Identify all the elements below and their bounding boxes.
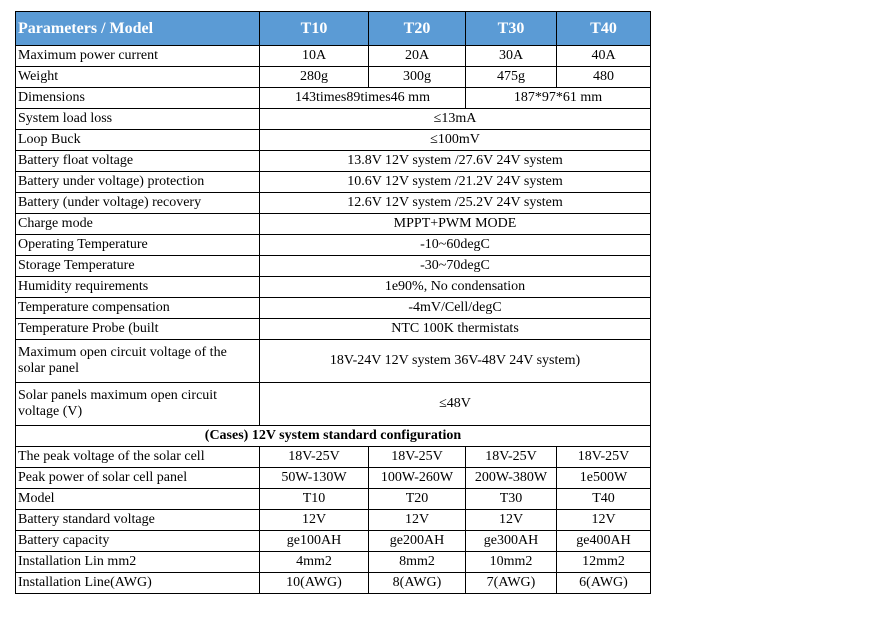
- cell-value: 280g: [260, 67, 369, 88]
- cell-value: 40A: [557, 46, 651, 67]
- cell-value: 300g: [369, 67, 466, 88]
- cell-value: 10(AWG): [260, 573, 369, 594]
- cell-value: 10mm2: [466, 552, 557, 573]
- cell-value: 30A: [466, 46, 557, 67]
- cell-value: 20A: [369, 46, 466, 67]
- header-model-t10: T10: [260, 12, 369, 46]
- header-param: Parameters / Model: [16, 12, 260, 46]
- cell-value: 100W-260W: [369, 468, 466, 489]
- cell-value: -4mV/Cell/degC: [260, 298, 651, 319]
- table-row: [16, 383, 651, 426]
- cell-value: 6(AWG): [557, 573, 651, 594]
- table-row: [16, 67, 651, 88]
- cell-value: 18V-25V: [557, 447, 651, 468]
- row-label: Storage Temperature: [16, 256, 260, 277]
- cell-value: 50W-130W: [260, 468, 369, 489]
- row-label: Temperature compensation: [16, 298, 260, 319]
- row-label: Battery under voltage) protection: [16, 172, 260, 193]
- section-title: (Cases) 12V system standard configuration: [16, 426, 651, 447]
- cell-value: 18V-25V: [466, 447, 557, 468]
- row-label: Charge mode: [16, 214, 260, 235]
- table-row: [16, 88, 651, 109]
- header-row: [16, 12, 651, 46]
- cell-value: ≤48V: [260, 383, 651, 426]
- table-row: [16, 531, 651, 552]
- header-model-t40: T40: [557, 12, 651, 46]
- cell-value: T30: [466, 489, 557, 510]
- table-row: [16, 552, 651, 573]
- table-row: [16, 256, 651, 277]
- cell-value: 12V: [369, 510, 466, 531]
- table-row: [16, 172, 651, 193]
- cell-value: 200W-380W: [466, 468, 557, 489]
- table-row: [16, 193, 651, 214]
- table-row: [16, 277, 651, 298]
- cell-value: 18V-25V: [369, 447, 466, 468]
- row-label: Dimensions: [16, 88, 260, 109]
- table-row: [16, 510, 651, 531]
- row-label: Peak power of solar cell panel: [16, 468, 260, 489]
- row-label: Operating Temperature: [16, 235, 260, 256]
- cell-value: 18V-24V 12V system 36V-48V 24V system): [260, 340, 651, 383]
- header-model-t20: T20: [369, 12, 466, 46]
- row-label: Installation Lin mm2: [16, 552, 260, 573]
- row-label: Loop Buck: [16, 130, 260, 151]
- header-model-t30: T30: [466, 12, 557, 46]
- cell-value: 10A: [260, 46, 369, 67]
- cell-value: 12mm2: [557, 552, 651, 573]
- table-row: [16, 151, 651, 172]
- cell-value: 12V: [260, 510, 369, 531]
- cell-value: MPPT+PWM MODE: [260, 214, 651, 235]
- cell-value: ge400AH: [557, 531, 651, 552]
- row-label: Maximum power current: [16, 46, 260, 67]
- table-row: [16, 235, 651, 256]
- row-label: Installation Line(AWG): [16, 573, 260, 594]
- cell-value: 13.8V 12V system /27.6V 24V system: [260, 151, 651, 172]
- row-label: Battery float voltage: [16, 151, 260, 172]
- cell-value: ge100AH: [260, 531, 369, 552]
- row-label: Temperature Probe (built: [16, 319, 260, 340]
- cell-value: T40: [557, 489, 651, 510]
- row-label: Battery (under voltage) recovery: [16, 193, 260, 214]
- cell-value: 18V-25V: [260, 447, 369, 468]
- cell-value: 12V: [466, 510, 557, 531]
- table-row: [16, 447, 651, 468]
- cell-value: T20: [369, 489, 466, 510]
- row-label: Maximum open circuit voltage of the solar panel: [16, 340, 260, 383]
- table-row: [16, 214, 651, 235]
- cell-value: ≤100mV: [260, 130, 651, 151]
- row-label: Battery capacity: [16, 531, 260, 552]
- table-row: [16, 468, 651, 489]
- row-label: Model: [16, 489, 260, 510]
- cell-value: 10.6V 12V system /21.2V 24V system: [260, 172, 651, 193]
- table-row: [16, 130, 651, 151]
- table-row: [16, 489, 651, 510]
- cell-value: 480: [557, 67, 651, 88]
- row-label: Weight: [16, 67, 260, 88]
- cell-value: T10: [260, 489, 369, 510]
- cell-value: 1e90%, No condensation: [260, 277, 651, 298]
- cell-value: 8mm2: [369, 552, 466, 573]
- cell-value: -30~70degC: [260, 256, 651, 277]
- row-label: Solar panels maximum open circuit voltage (V): [16, 383, 260, 426]
- cell-value: ge300AH: [466, 531, 557, 552]
- cell-value: 12V: [557, 510, 651, 531]
- cell-value: -10~60degC: [260, 235, 651, 256]
- cell-value: 12.6V 12V system /25.2V 24V system: [260, 193, 651, 214]
- row-label: Humidity requirements: [16, 277, 260, 298]
- cell-value: 187*97*61 mm: [466, 88, 651, 109]
- table-row: [16, 340, 651, 383]
- cell-value: 475g: [466, 67, 557, 88]
- table-row: [16, 319, 651, 340]
- section-row: [16, 426, 651, 447]
- cell-value: 4mm2: [260, 552, 369, 573]
- row-label: Battery standard voltage: [16, 510, 260, 531]
- cell-value: ge200AH: [369, 531, 466, 552]
- cell-value: NTC 100K thermistats: [260, 319, 651, 340]
- spec-table: [15, 11, 651, 594]
- cell-value: 8(AWG): [369, 573, 466, 594]
- cell-value: 1e500W: [557, 468, 651, 489]
- row-label: System load loss: [16, 109, 260, 130]
- table-row: [16, 109, 651, 130]
- row-label: The peak voltage of the solar cell: [16, 447, 260, 468]
- cell-value: 143times89times46 mm: [260, 88, 466, 109]
- table-row: [16, 573, 651, 594]
- cell-value: ≤13mA: [260, 109, 651, 130]
- table-row: [16, 298, 651, 319]
- table-row: [16, 46, 651, 67]
- cell-value: 7(AWG): [466, 573, 557, 594]
